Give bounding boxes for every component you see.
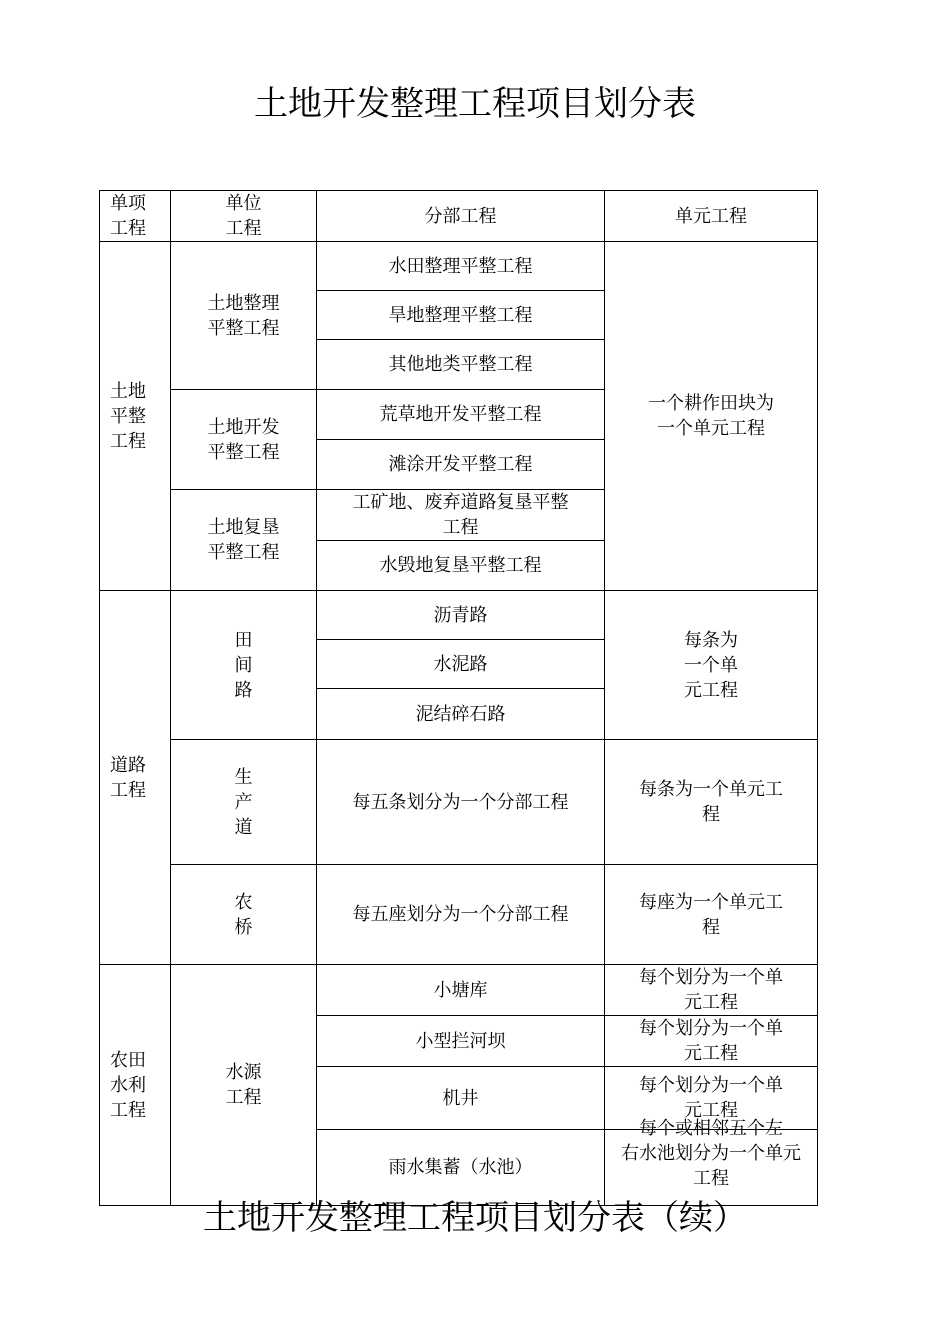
land-div5: 滩涂开发平整工程 <box>317 440 605 490</box>
road-unit2: 生 产 道 <box>171 740 317 865</box>
header-item: 单项 工程 <box>100 191 171 242</box>
table-row <box>100 965 818 1016</box>
land-div6: 工矿地、废弃道路复垦平整 工程 <box>317 490 605 541</box>
page-title: 土地开发整理工程项目划分表 <box>254 84 696 124</box>
header-row <box>100 191 818 242</box>
land-unit1: 土地整理 平整工程 <box>171 242 317 390</box>
land-div7: 水毁地复垦平整工程 <box>317 541 605 591</box>
header-element: 单元工程 <box>605 191 818 242</box>
road-unit3: 农 桥 <box>171 865 317 965</box>
land-div1: 水田整理平整工程 <box>317 242 605 291</box>
page-title-continued: 土地开发整理工程项目划分表（续） <box>203 1198 747 1238</box>
road-div4: 每五条划分为一个分部工程 <box>317 740 605 865</box>
table-row <box>100 865 818 965</box>
land-unit3: 土地复垦 平整工程 <box>171 490 317 591</box>
water-div2: 小型拦河坝 <box>317 1016 605 1067</box>
road-div1: 沥青路 <box>317 591 605 640</box>
land-unit2: 土地开发 平整工程 <box>171 390 317 490</box>
table-row <box>100 740 818 865</box>
water-div1: 小塘库 <box>317 965 605 1016</box>
road-element2: 每条为一个单元工 程 <box>605 740 818 865</box>
land-item: 土地 平整 工程 <box>100 242 171 591</box>
water-div3: 机井 <box>317 1067 605 1130</box>
header-unit: 单位 工程 <box>171 191 317 242</box>
table-row <box>100 591 818 640</box>
road-element1: 每条为 一个单 元工程 <box>605 591 818 740</box>
land-div3: 其他地类平整工程 <box>317 340 605 390</box>
project-division-table <box>99 190 818 1206</box>
road-element3: 每座为一个单元工 程 <box>605 865 818 965</box>
land-div4: 荒草地开发平整工程 <box>317 390 605 440</box>
header-division: 分部工程 <box>317 191 605 242</box>
water-element4-text: 每个或相邻五个左 右水池划分为一个单元 工程 <box>621 1118 801 1189</box>
water-unit1: 水源 工程 <box>171 965 317 1206</box>
land-div2: 旱地整理平整工程 <box>317 291 605 340</box>
water-element1: 每个划分为一个单 元工程 <box>605 965 818 1016</box>
table-row <box>100 242 818 291</box>
water-element3: 每个划分为一个单 元工程 <box>605 1067 818 1130</box>
water-div4: 雨水集蓄（水池） <box>317 1130 605 1206</box>
land-element: 一个耕作田块为 一个单元工程 <box>605 242 818 591</box>
water-item: 农田 水利 工程 <box>100 965 171 1206</box>
road-unit1: 田 间 路 <box>171 591 317 740</box>
water-element2: 每个划分为一个单 元工程 <box>605 1016 818 1067</box>
road-div2: 水泥路 <box>317 640 605 689</box>
road-item: 道路 工程 <box>100 591 171 965</box>
road-div5: 每五座划分为一个分部工程 <box>317 865 605 965</box>
road-div3: 泥结碎石路 <box>317 689 605 740</box>
